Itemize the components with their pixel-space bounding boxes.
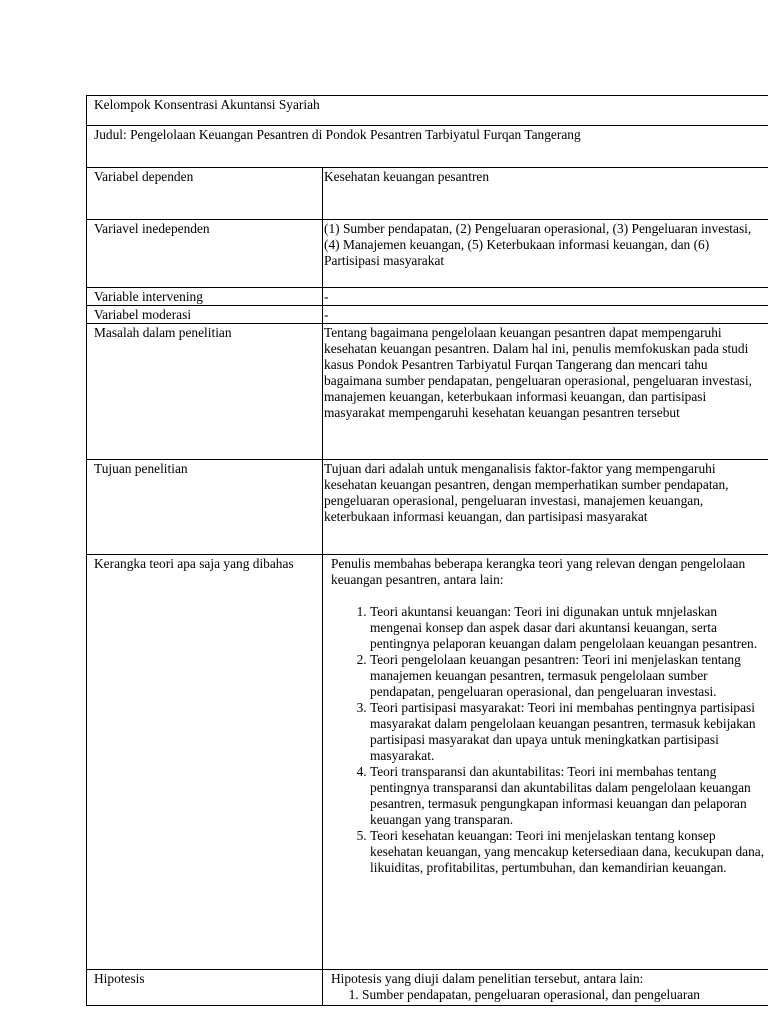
hypothesis-intro: Hipotesis yang diuji dalam penelitian tersebut, antara lain: xyxy=(331,971,644,986)
row-label: Variabel moderasi xyxy=(87,306,323,324)
hypothesis-row xyxy=(87,970,768,1006)
row-value: Kesehatan keuangan pesantren xyxy=(323,168,768,220)
framework-label: Kerangka teori apa saja yang dibahas xyxy=(87,555,323,970)
group-cell: Kelompok Konsentrasi Akuntansi Syariah xyxy=(87,96,768,126)
framework-intro: Penulis membahas beberapa kerangka teori yang relevan dengan pengelolaan keuangan pesantren, antara lain: xyxy=(331,556,746,587)
row-label: Tujuan penelitian xyxy=(87,460,323,555)
list-item: 5. Teori kesehatan keuangan: Teori ini menjelaskan tentang konsep kesehatan keuangan, yang mencakup ketersediaan dana, kecukupan dana, likuiditas, profitabilitas, pertumbuhan, dan kemandirian keuangan. xyxy=(370,828,766,876)
list-item: 2. Teori pengelolaan keuangan pesantren: Teori ini menjelaskan tentang manajemen keuangan pesantren, termasuk pengelolaan sumber pendapatan, pengeluaran operasional, dan pengeluaran investasi. xyxy=(370,652,766,700)
row-value: - xyxy=(323,306,768,324)
row-label: Variabel dependen xyxy=(87,168,323,220)
framework-list xyxy=(324,604,766,876)
group-row xyxy=(87,96,768,126)
row-value: Tujuan dari adalah untuk menganalisis faktor-faktor yang mempengaruhi kesehatan keuangan pesantren, dengan memperhatikan sumber pendapatan, pengeluaran operasional, pengeluaran investasi, manajemen keuangan, keterbukaan informasi keuangan, dan partisipasi masyarakat xyxy=(323,460,768,555)
list-item: 3. Teori partisipasi masyarakat: Teori ini membahas pentingnya partisipasi masyarakat dalam pengelolaan keuangan pesantren, termasuk kebijakan partisipasi masyarakat dan upaya untuk meningkatkan partisipasi masyarakat. xyxy=(370,700,766,764)
spacer xyxy=(324,588,766,604)
row-value: (1) Sumber pendapatan, (2) Pengeluaran operasional, (3) Pengeluaran investasi, (4) Manajemen keuangan, (5) Keterbukaan informasi keuangan, dan (6) Partisipasi masyarakat xyxy=(323,220,768,288)
row-label: Masalah dalam penelitian xyxy=(87,324,323,460)
research-summary-table xyxy=(86,95,768,1006)
title-row xyxy=(87,126,768,168)
table-row xyxy=(87,324,768,460)
table-row xyxy=(87,460,768,555)
hypothesis-cell xyxy=(323,970,768,1006)
table-row xyxy=(87,288,768,306)
table-row xyxy=(87,306,768,324)
row-label: Variable intervening xyxy=(87,288,323,306)
framework-row xyxy=(87,555,768,970)
list-item: 4. Teori transparansi dan akuntabilitas: Teori ini membahas tentang pentingnya transparansi dan akuntabilitas dalam pengelolaan keuangan pesantren, termasuk pengungkapan informasi keuangan dan pelaporan keuangan yang transparan. xyxy=(370,764,766,828)
hypothesis-label: Hipotesis xyxy=(87,970,323,1006)
row-label: Variavel inedependen xyxy=(87,220,323,288)
table-row xyxy=(87,168,768,220)
list-item: 1. Teori akuntansi keuangan: Teori ini digunakan untuk mnjelaskan mengenai konsep dan aspek dasar dari akuntansi keuangan, serta pentingnya pelaporan keuangan dalam pengelolaan keuangan pesantren. xyxy=(370,604,766,652)
row-value: Tentang bagaimana pengelolaan keuangan pesantren dapat mempengaruhi kesehatan keuangan pesantren. Dalam hal ini, penulis memfokuskan pada studi kasus Pondok Pesantren Tarbiyatul Furqan Tangerang dan mencari tahu bagaimana sumber pendapatan, pengeluaran operasional, pengeluaran investasi, manajemen keuangan, keterbukaan informasi keuangan, dan partisipasi masyarakat mempengaruhi kesehatan keuangan pesantren tersebut xyxy=(323,324,768,460)
row-value: - xyxy=(323,288,768,306)
hypothesis-list xyxy=(324,987,766,1003)
table-row xyxy=(87,220,768,288)
list-item: 1. Sumber pendapatan, pengeluaran operasional, dan pengeluaran xyxy=(362,987,766,1003)
framework-cell xyxy=(323,555,768,970)
title-cell: Judul: Pengelolaan Keuangan Pesantren di Pondok Pesantren Tarbiyatul Furqan Tangerang xyxy=(87,126,768,168)
